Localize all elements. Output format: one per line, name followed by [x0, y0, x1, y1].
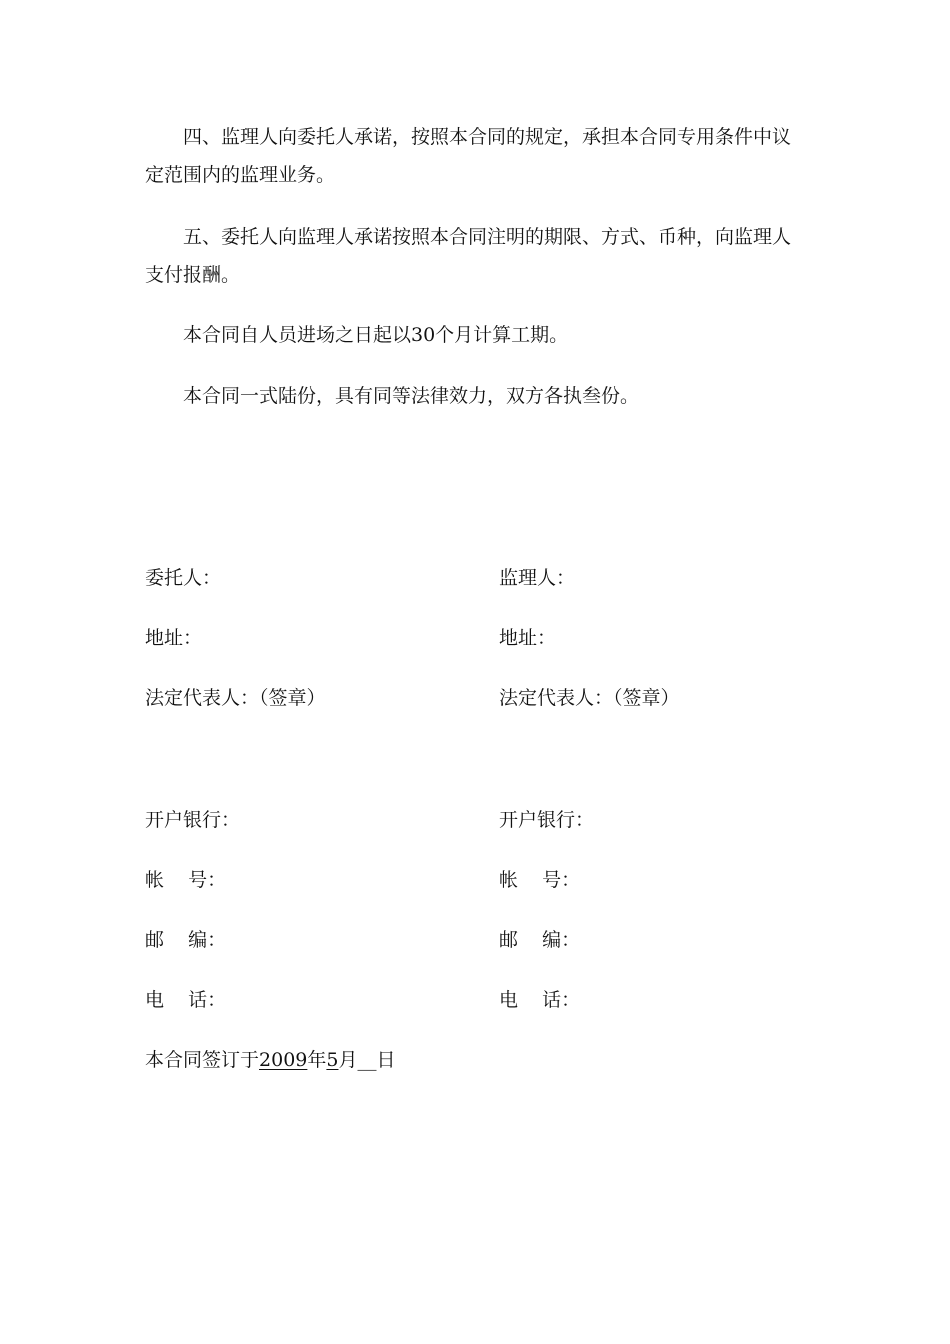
- signing-month: 5: [326, 1049, 339, 1071]
- client-phone-label: 电 话：: [145, 989, 227, 1011]
- clause-five: 五、委托人向监理人承诺按照本合同注明的期限、方式、币种，向监理人支付报酬。: [145, 226, 792, 286]
- client-representative-label: 法定代表人：（签章）: [145, 687, 326, 709]
- signing-year: 2009: [259, 1049, 308, 1071]
- supervisor-address-label: 地址：: [499, 627, 557, 649]
- client-party-label: 委托人：: [145, 567, 222, 589]
- client-bank-label: 开户银行：: [145, 809, 241, 831]
- clause-four: 四、监理人向委托人承诺，按照本合同的规定，承担本合同专用条件中议定范围内的监理业务。: [145, 126, 792, 186]
- signing-date-prefix: 本合同签订于: [145, 1049, 260, 1071]
- supervisor-phone-label: 电 话：: [499, 989, 581, 1011]
- supervisor-party-label: 监理人：: [499, 567, 576, 589]
- signing-date: [145, 1048, 396, 1072]
- signing-day-unit: 日: [376, 1049, 396, 1071]
- contract-copies: 本合同一式陆份，具有同等法律效力，双方各执叁份。: [183, 385, 640, 407]
- supervisor-postcode-label: 邮 编：: [499, 929, 581, 951]
- client-address-label: 地址：: [145, 627, 203, 649]
- client-account-label: 帐 号：: [145, 869, 227, 891]
- contract-duration: 本合同自人员进场之日起以30个月计算工期。: [183, 324, 569, 346]
- supervisor-representative-label: 法定代表人：（签章）: [499, 687, 680, 709]
- client-postcode-label: 邮 编：: [145, 929, 227, 951]
- signing-day: __: [357, 1049, 377, 1071]
- signing-year-unit: 年: [307, 1049, 327, 1071]
- supervisor-bank-label: 开户银行：: [499, 809, 595, 831]
- signing-month-unit: 月: [338, 1049, 358, 1071]
- supervisor-account-label: 帐 号：: [499, 869, 581, 891]
